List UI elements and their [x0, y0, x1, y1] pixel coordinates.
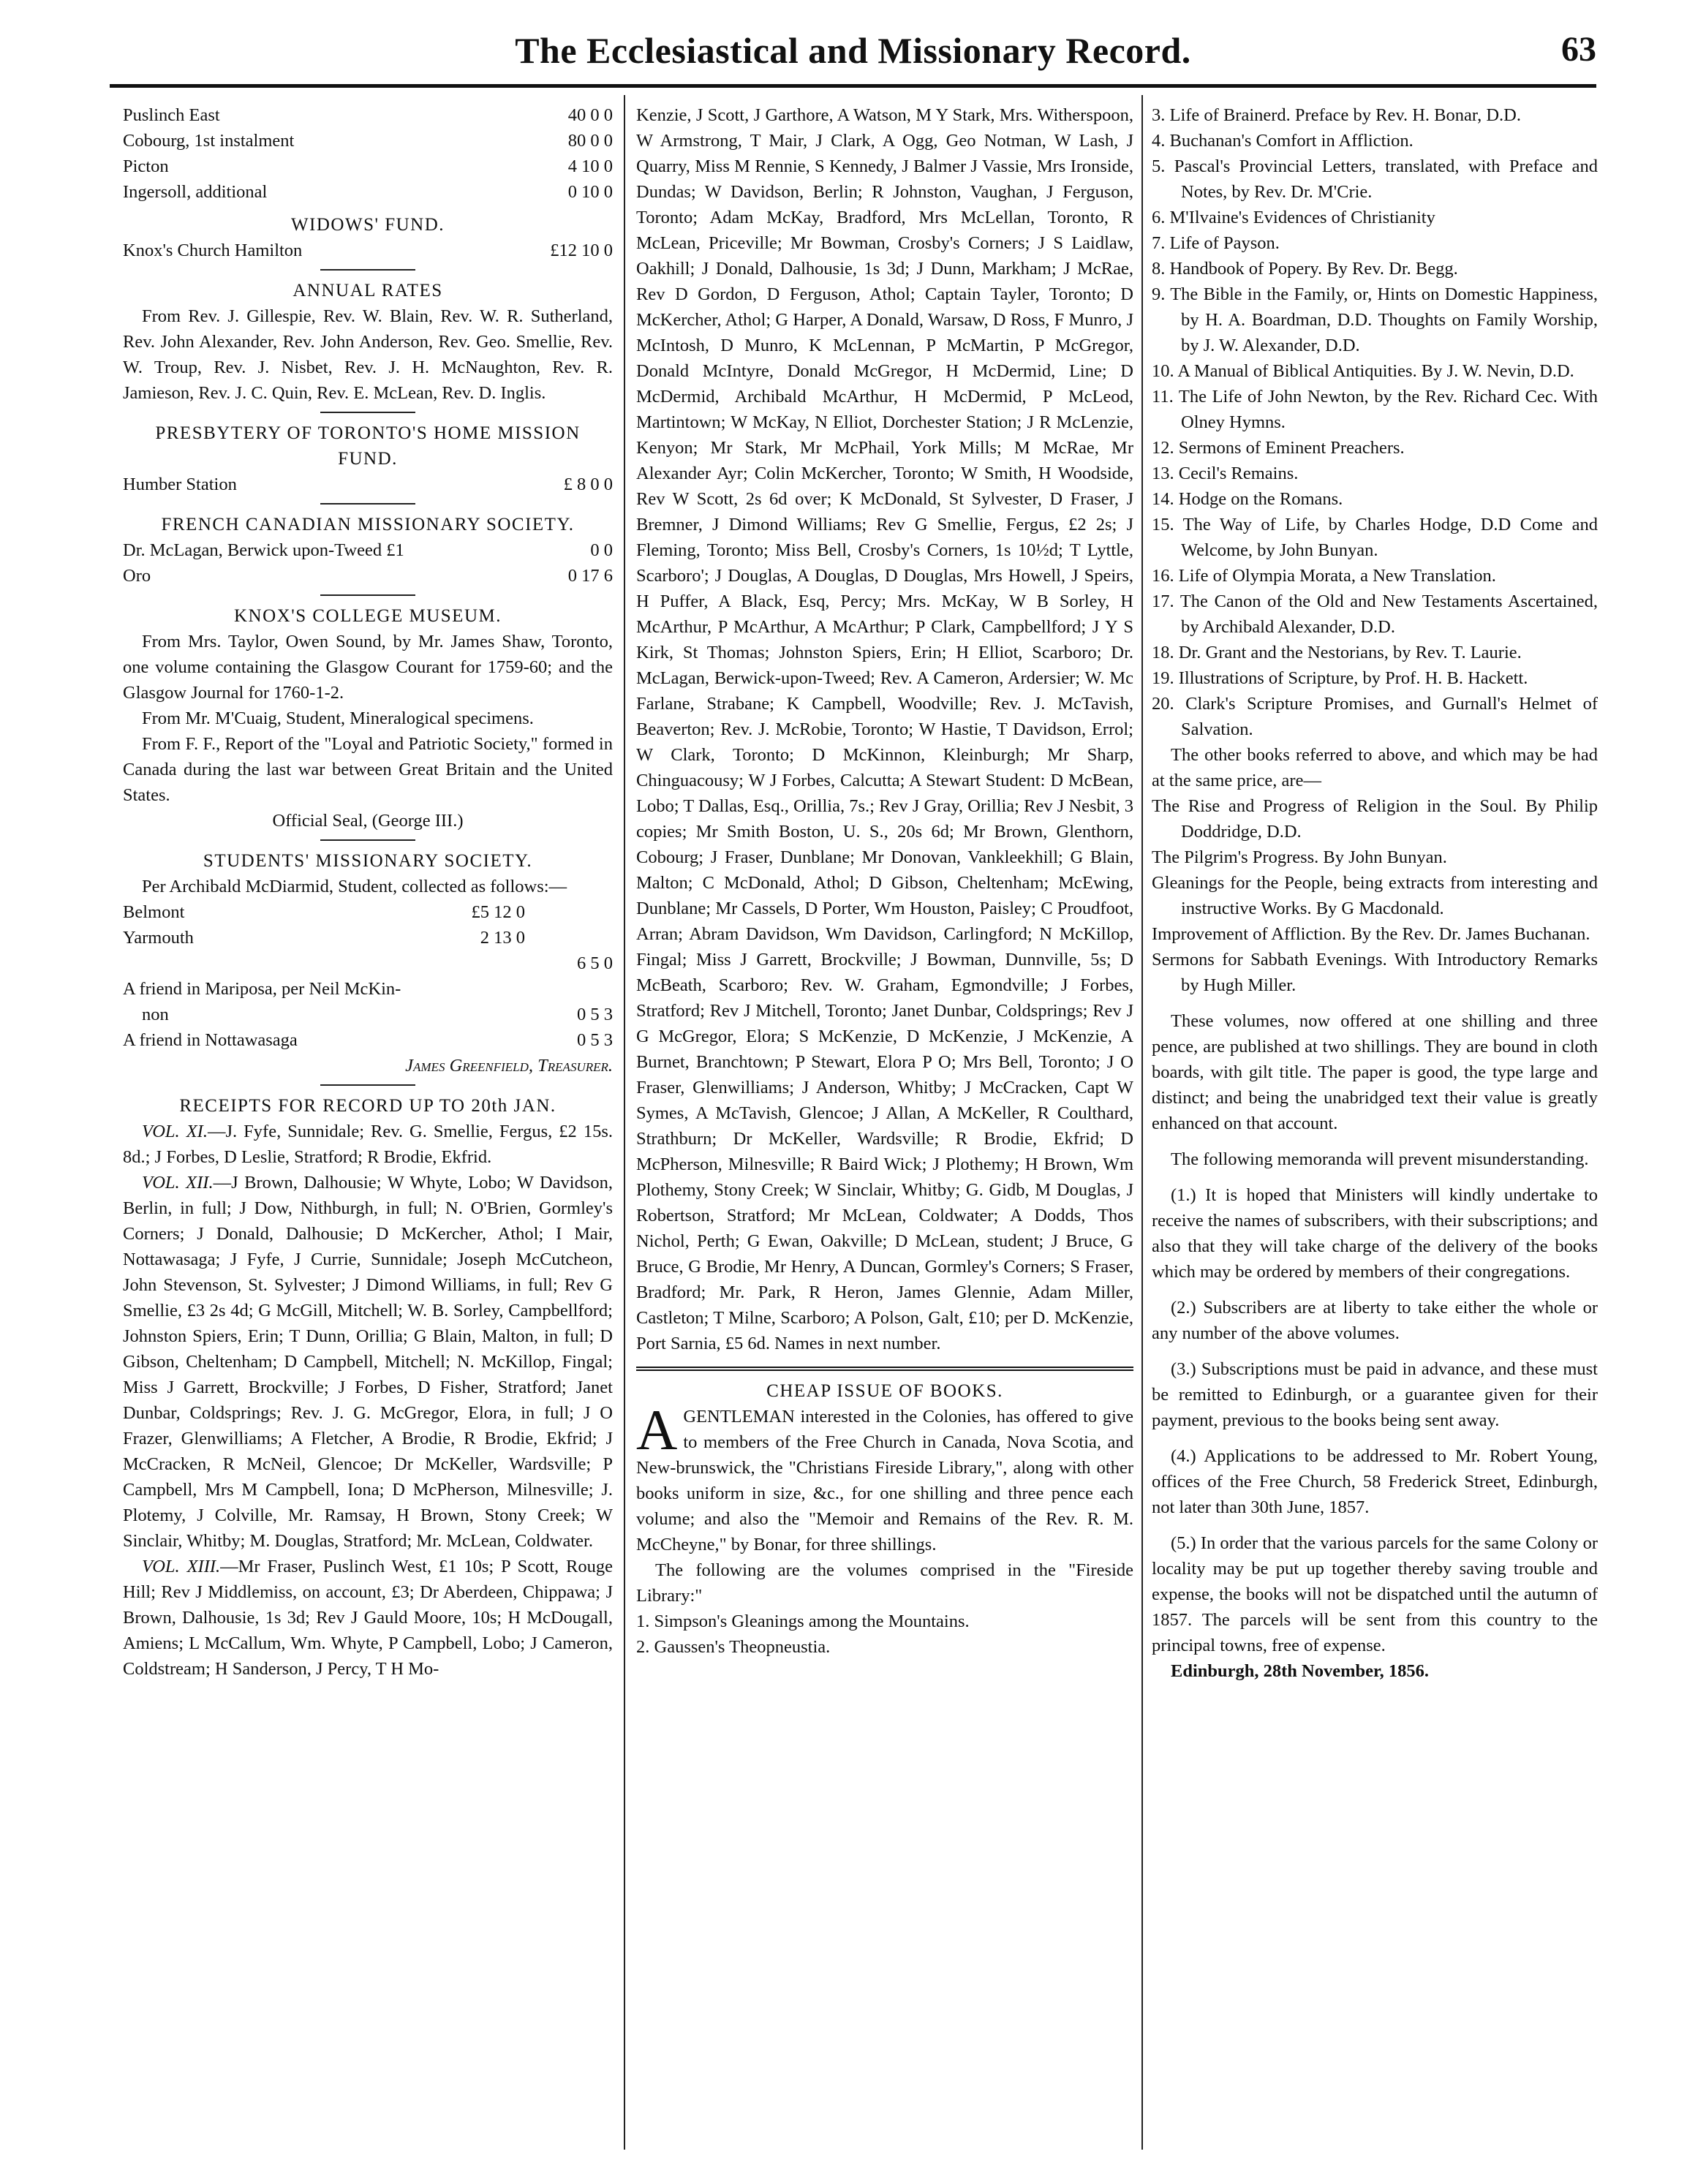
paragraph: From Mr. M'Cuaig, Student, Mineralogical specimens.: [142, 709, 534, 728]
column-divider: [624, 95, 625, 2150]
section-rule: [320, 269, 415, 271]
column-right: [1152, 102, 1598, 2150]
section-rule: [320, 839, 415, 841]
ledger-row: Picton 4 10 0: [123, 156, 613, 176]
ledger-row: Dr. McLagan, Berwick upon-Tweed £1 0 0: [123, 540, 613, 560]
section-heading: CHEAP ISSUE OF BOOKS.: [766, 1381, 1003, 1401]
ledger-row: Yarmouth 2 13 0: [123, 928, 525, 948]
section-heading: ANNUAL RATES: [292, 281, 443, 301]
column-left: [123, 102, 613, 2150]
memo-item: (5.) In order that the various parcels for the same Colony or locality may be put up together thereby saving trouble and expense, the books will not be dispatched until the autumn of 1857. The parcels will be sent from this country to the principal towns, free of expense.: [1152, 1533, 1598, 1655]
list-item: 6. M'Ilvaine's Evidences of Christianity: [1152, 208, 1435, 227]
list-item: The Pilgrim's Progress. By John Bunyan.: [1152, 847, 1447, 867]
memo-item: (2.) Subscribers are at liberty to take either the whole or any number of the above volumes.: [1152, 1298, 1598, 1343]
section-heading: FRENCH CANADIAN MISSIONARY SOCIETY.: [161, 515, 575, 534]
ledger-row: non 0 5 3: [142, 1005, 613, 1024]
list-item: 8. Handbook of Popery. By Rev. Dr. Begg.: [1152, 259, 1458, 279]
paragraph: The following are the volumes comprised in the "Fireside Library:": [636, 1560, 1133, 1606]
paragraph: AGENTLEMAN interested in the Colonies, has offered to give to members of the Free Church in Canada, Nova Scotia, and New-brunswick, the "Christians Fireside Library,", along with other books uniform in size, &c., for one shilling and three pence each volume; and also the "Memoir and Remains of the Rev. R. M. McCheyne," by Bonar, for three shillings.: [636, 1398, 1133, 1554]
list-item: 4. Buchanan's Comfort in Affliction.: [1152, 131, 1414, 151]
paragraph: These volumes, now offered at one shilling and three pence, are published at two shillings. They are bound in cloth boards, with gilt title. The paper is good, the type large and distinct; and being the unabridged text their value is greatly enhanced on that account.: [1152, 1011, 1598, 1133]
drop-cap: A: [636, 1398, 678, 1462]
section-heading: WIDOWS' FUND.: [290, 215, 445, 235]
ledger-row: A friend in Nottawasaga 0 5 3: [123, 1030, 613, 1050]
ledger-row-text: A friend in Mariposa, per Neil McKin-: [123, 979, 401, 999]
ledger-total: 6 5 0: [577, 953, 613, 973]
list-item: 11. The Life of John Newton, by the Rev. Richard Cec. With Olney Hymns.: [1152, 387, 1598, 432]
list-item: 5. Pascal's Provincial Letters, translated, with Preface and Notes, by Rev. Dr. M'Crie.: [1152, 156, 1598, 202]
list-item: 20. Clark's Scripture Promises, and Gurnall's Helmet of Salvation.: [1152, 694, 1598, 739]
section-heading: KNOX'S COLLEGE MUSEUM.: [234, 606, 502, 626]
list-item: 13. Cecil's Remains.: [1152, 464, 1299, 483]
memo-item: (4.) Applications to be addressed to Mr. Robert Young, offices of the Free Church, 58 Frederick Street, Edinburgh, not later than 30th June, 1857.: [1152, 1446, 1598, 1517]
list-item: 12. Sermons of Eminent Preachers.: [1152, 438, 1405, 458]
list-item: 19. Illustrations of Scripture, by Prof. H. B. Hackett.: [1152, 668, 1528, 688]
paragraph: From F. F., Report of the "Loyal and Patriotic Society," formed in Canada during the last war between Great Britain and the United States.: [123, 734, 613, 805]
page-number: 63: [1561, 30, 1596, 69]
header-rule: [110, 84, 1596, 88]
list-item: 15. The Way of Life, by Charles Hodge, D.D Come and Welcome, by John Bunyan.: [1152, 515, 1598, 560]
paragraph: The following memoranda will prevent misunderstanding.: [1171, 1149, 1589, 1169]
list-item: 2. Gaussen's Theopneustia.: [636, 1637, 831, 1657]
ledger-row: Puslinch East 40 0 0: [123, 105, 613, 125]
ledger-row: Ingersoll, additional 0 10 0: [123, 182, 613, 202]
list-item: 16. Life of Olympia Morata, a New Translation.: [1152, 566, 1496, 586]
dateline: Edinburgh, 28th November, 1856.: [1171, 1661, 1430, 1681]
page-title: The Ecclesiastical and Missionary Record.: [515, 30, 1191, 71]
paragraph: Kenzie, J Scott, J Garthore, A Watson, M Y Stark, Mrs. Witherspoon, W Armstrong, T Mair, J Clark, A Ogg, Geo Notman, W Lash, J Quarry, Miss M Rennie, S Kennedy, J Balmer J Vassie, Mrs Ironside, Dundas; W Davidson, Berlin; R Johnston, Vaughan, J Ferguson, Toronto; Adam McKay, Bradford, Mrs McLellan, Toronto, R McLean, Priceville; Mr Bowman, Crosby's Corners; J S Laidlaw, Oakhill; J Donald, Dalhousie, 1s 3d; J Dunn, Markham; J McRae, Rev D Gordon, D Ferguson, Athol; Captain Tayler, Toronto; D McKercher, Athol; G Harper, A Donald, Warsaw, D Ross, F Munro, J McIntosh, D Munro, K McLennan, P McMartin, P McGregor, Donald McIntyre, Donald McGregor, H McDermid, Line; D McDermid, Archibald McArthur, H McDermid, P McLeod, Martintown; W McKay, N Elliot, Dorchester Station; J R McLenzie, Kenyon; Mr Stark, Mr McPhail, York Mills; M McRae, Mr Alexander Ayr; Colin McKercher, Toronto; W Smith, H Woodside, Rev W Scott, 2s 6d over; K McDonald, St Sylvester, D Fraser, J Bremner, J Dimond Williams; Rev G Smellie, Fergus, £2 2s; J Fleming, Toronto; Miss Bell, Crosby's Corners, 1s 10½d; T Lyttle, Scarboro'; J Douglas, A Douglas, D Douglas, Mrs Howell, J Speirs, H Puffer, A Black, Esq, Percy; Mrs. McKay, W B Sorley, H McArthur, P McArthur, A McArthur; P Clark, Campbellford; J Y S Kirk, St Thomas; Johnston Spiers, Erin; H Elliot, Scarboro; Dr. McLagan, Berwick-upon-Tweed; Rev. A Cameron, Ardersier; W. Mc Farlane, Strabane; K Campbell, Woodville; Rev. J. McTavish, Beaverton; Rev. J. McRobie, Toronto; W Hastie, T Davidson, Errol; W Clark, Toronto; D McKinnon, Kleinburgh; Mr Sharp, Chinguacousy; W J Forbes, Calcutta; A Stewart Student: D McBean, Lobo; T Dallas, Esq., Orillia, 7s.; Rev J Gray, Orillia; Rev J Nesbit, 3 copies; Mr Smith Boston, U. S., 20s 6d; Mr Brown, Glenthorn, Cobourg; J Fraser, Dunblane; Mr Donovan, Vankleekhill; G Blain, Malton; C McDonald, Athol; D Gibson, Cheltenham; McEwing, Dunblane; Mr Cassels, D Porter, Wm Houston, Paisley; C Proudfoot, Arran; Abram Davidson, Wm Davidson, Carlingford; N McKillop, Fingal; Miss J Garrett, Brockville; J Bowman, Dunnville, 5s; D McBeath, Scarboro; Rev. W. Graham, Egmondville; J Forbes, Stratford; Rev J Mitchell, Toronto; Janet Dunbar, Coldsprings; Rev J G McGregor, Elora; S McKenzie, D McKenzie, J McKenzie, A Burnet, Branchtown; P Stewart, Elora P O; Mrs Bell, Toronto; J O Fraser, Glenwilliams; J Anderson, Whitby; J McCracken, Capt W Symes, A McTavish, Glencoe; J Allan, A McKeller, R Coulthard, Strathburn; Dr McKeller, Wardsville; R Brodie, Ekfrid; D McPherson, Milnesville; R Baird Wick; J Plothemy; H Brown, Wm Plothemy, Stony Creek; W Sinclair, Whitby; G. Gidb, M Douglas, J Robertson, Stratford; Mr McLean, Coldwater; A Dodds, Thos Nichol, Perth; G Ewan, Oakville; D McLean, student; J Bruce, G Bruce, G Brodie, Mr Henry, A Duncan, Gormley's Corners; S Fraser, Bradford; Mr. Park, R Heron, James Glennie, Adam Miller, Castleton; T Milne, Scarboro; A Polson, Galt, £10; per D. McKenzie, Port Sarnia, £5 6d. Names in next number.: [636, 105, 1133, 1353]
list-item: Sermons for Sabbath Evenings. With Introductory Remarks by Hugh Miller.: [1152, 950, 1598, 995]
list-item: Improvement of Affliction. By the Rev. Dr. James Buchanan.: [1152, 924, 1590, 944]
memo-item: (3.) Subscriptions must be paid in advance, and these must be remitted to Edinburgh, or a guarantee given for their payment, previous to the books being sent away.: [1152, 1359, 1598, 1430]
list-item: 3. Life of Brainerd. Preface by Rev. H. Bonar, D.D.: [1152, 105, 1521, 125]
column-middle: [636, 102, 1133, 2150]
paragraph: The other books referred to above, and which may be had at the same price, are—: [1152, 745, 1598, 790]
ledger-row: Belmont £5 12 0: [123, 902, 525, 922]
ledger-row: Oro 0 17 6: [123, 566, 613, 586]
section-rule: [636, 1367, 1133, 1371]
page-header: [110, 29, 1596, 80]
list-item: 9. The Bible in the Family, or, Hints on Domestic Happiness, by H. A. Boardman, D.D. Thoughts on Family Worship, by J. W. Alexander, D.D.: [1152, 284, 1598, 355]
ledger-row: Knox's Church Hamilton £12 10 0: [123, 241, 613, 260]
section-rule: [320, 594, 415, 596]
list-item: 14. Hodge on the Romans.: [1152, 489, 1343, 509]
section-heading: RECEIPTS FOR RECORD UP TO 20th JAN.: [179, 1096, 556, 1116]
paragraph: From Mrs. Taylor, Owen Sound, by Mr. James Shaw, Toronto, one volume containing the Glasgow Courant for 1759-60; and the Glasgow Journal for 1760-1-2.: [123, 632, 613, 703]
ledger-row: Cobourg, 1st instalment 80 0 0: [123, 131, 613, 151]
list-item: 18. Dr. Grant and the Nestorians, by Rev. T. Laurie.: [1152, 643, 1522, 662]
section-rule: [320, 1084, 415, 1086]
list-item: 17. The Canon of the Old and New Testaments Ascertained, by Archibald Alexander, D.D.: [1152, 592, 1598, 637]
list-item: 10. A Manual of Biblical Antiquities. By J. W. Nevin, D.D.: [1152, 361, 1574, 381]
section-rule: [320, 412, 415, 413]
paragraph: Official Seal, (George III.): [272, 811, 464, 831]
ledger-row: Humber Station £ 8 0 0: [123, 475, 613, 494]
signature: James Greenfield, Treasurer.: [405, 1056, 613, 1076]
section-rule: [320, 503, 415, 505]
list-item: The Rise and Progress of Religion in the Soul. By Philip Doddridge, D.D.: [1152, 796, 1598, 842]
list-item: Gleanings for the People, being extracts from interesting and instructive Works. By G Macdonald.: [1152, 873, 1598, 918]
paragraph: VOL. XIII.—Mr Fraser, Puslinch West, £1 10s; P Scott, Rouge Hill; Rev J Middlemiss, on account, £3; Dr Aberdeen, Chippawa; J Brown, Dalhousie, 1s 3d; Rev J Gauld Moore, 10s; H McDougall, Amiens; L McCallum, Wm. Whyte, P Campbell, Lobo; J Cameron, Coldstream; H Sanderson, J Percy, T H Mo-: [123, 1557, 613, 1679]
section-heading: STUDENTS' MISSIONARY SOCIETY.: [203, 851, 533, 871]
memo-item: (1.) It is hoped that Ministers will kindly undertake to receive the names of subscribers, with their subscriptions; and also that they will take charge of the delivery of the books which may be ordered by members of their congregations.: [1152, 1185, 1598, 1282]
list-item: 1. Simpson's Gleanings among the Mountains.: [636, 1611, 970, 1631]
paragraph: VOL. XII.—J Brown, Dalhousie; W Whyte, Lobo; W Davidson, Berlin, in full; J Dow, Nithburgh, in full; N. O'Brien, Gormley's Corners; J Donald, Dalhousie; D McKercher, Athol; I Mair, Nottawasaga; J Fyfe, J Currie, Sunnidale; Joseph McCutcheon, John Stevenson, St. Sylvester; J Dimond Williams, in full; Rev G Smellie, £3 2s 4d; G McGill, Mitchell; W. B. Sorley, Campbellford; Johnston Spiers, Erin; T Dunn, Orillia; G Blain, Malton, in full; D Gibson, Cheltenham; D Campbell, Mitchell; N. McKillop, Fingal; Miss J Garrett, Brockville; J Forbes, D Fisher, Stratford; Janet Dunbar, Coldsprings; Rev. J. G. McGregor, Elora, in full; J O Frazer, Glenwilliams; A Fletcher, A Brodie, R Brodie, Ekfrid; J McCracken, R McNeil, Glencoe; Dr McKeller, Wardsville; P Campbell, Mrs M Campbell, Iona; D McPherson, Milnesville; J. Plotemy, J Colville, Mr. Ramsay, H Brown, Stony Creek; W Sinclair, Whitby; M. Douglas, Stratford; Mr. McLean, Coldwater.: [123, 1173, 613, 1551]
list-item: 7. Life of Payson.: [1152, 233, 1280, 253]
column-divider: [1141, 95, 1143, 2150]
paragraph: Per Archibald McDiarmid, Student, collected as follows:—: [142, 877, 567, 896]
paragraph: VOL. XI.—J. Fyfe, Sunnidale; Rev. G. Smellie, Fergus, £2 15s. 8d.; J Forbes, D Leslie, Stratford; R Brodie, Ekfrid.: [123, 1122, 613, 1167]
paragraph: From Rev. J. Gillespie, Rev. W. Blain, Rev. W. R. Sutherland, Rev. John Alexander, Rev. John Anderson, Rev. Geo. Smellie, Rev. W. Troup, Rev. J. Nisbet, Rev. J. H. McNaughton, Rev. R. Jamieson, Rev. J. C. Quin, Rev. E. McLean, Rev. D. Inglis.: [123, 306, 613, 403]
section-heading: PRESBYTERY OF TORONTO'S HOME MISSION FUND.: [155, 423, 581, 469]
